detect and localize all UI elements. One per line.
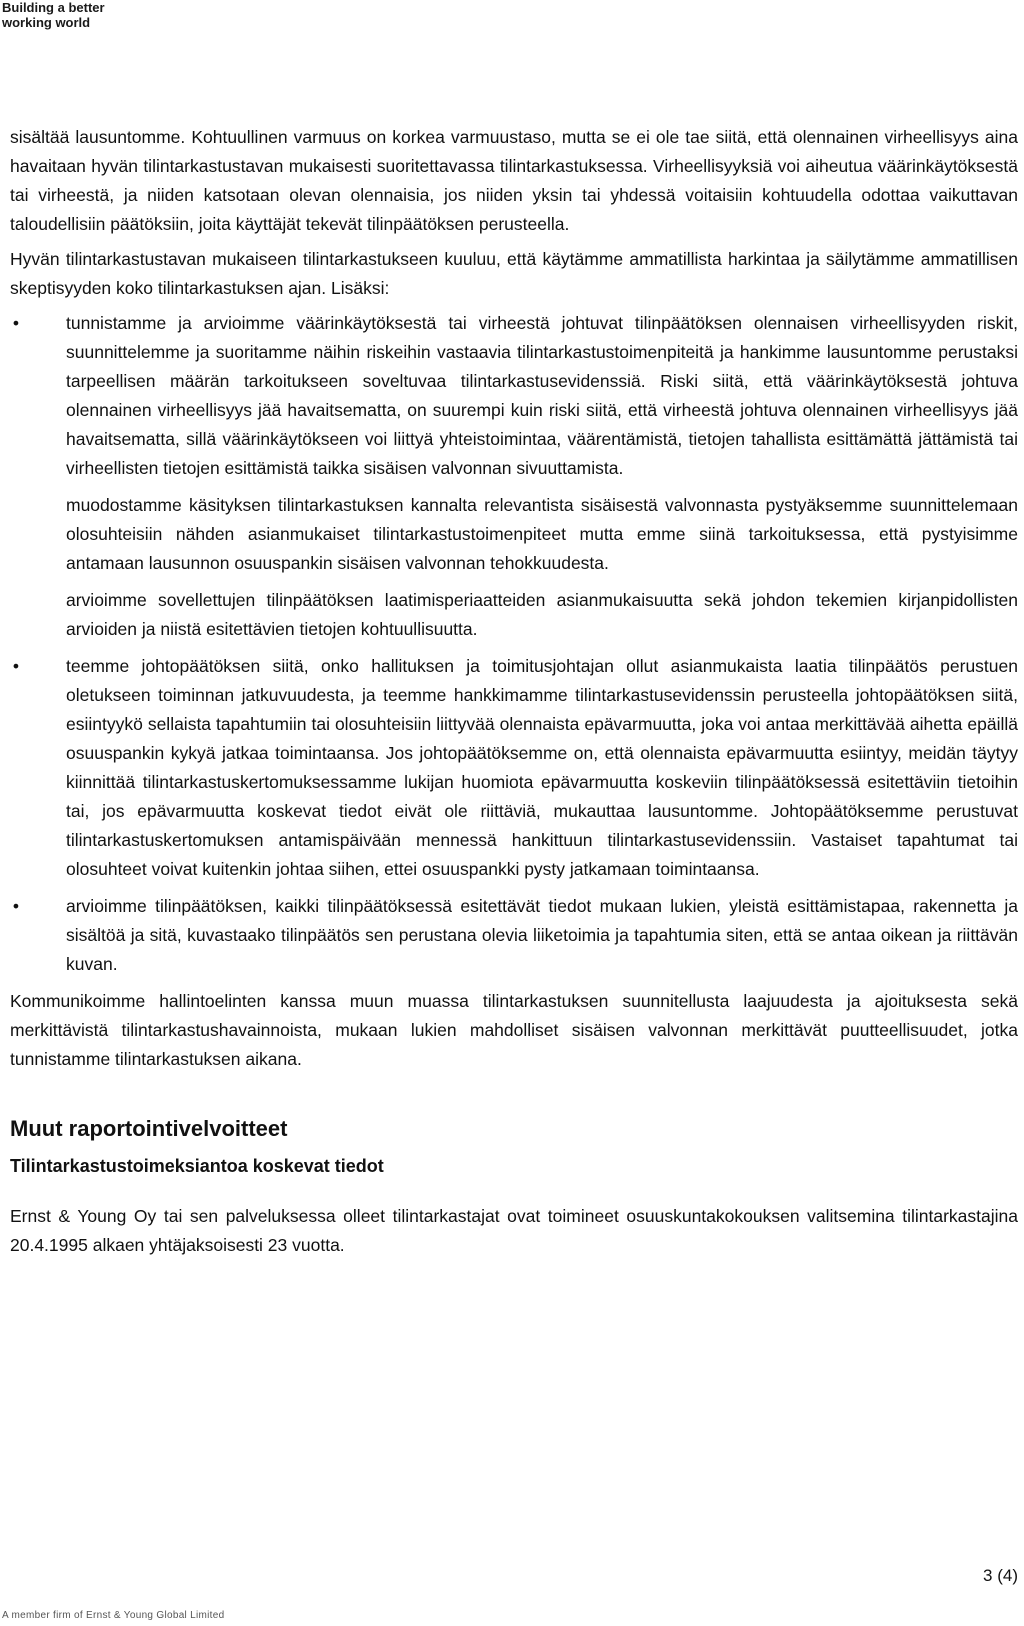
page-number: 3 (4)	[983, 1566, 1018, 1585]
paragraph-communication: Kommunikoimme hallintoelinten kanssa muun muassa tilintarkastuksen suunnitellusta laajuudesta ja ajoituksesta sekä merkittävistä tilintarkastushavainnoista, mukaan lukien mahdolliset sisäisen valvonnan merkittävät puutteellisuudet, jotka tunnistamme tilintarkastuksen aikana.	[10, 991, 1018, 1069]
paragraph-reasonable-assurance: sisältää lausuntomme. Kohtuullinen varmuus on korkea varmuustaso, mutta se ei ole tae siitä, että olennainen virheellisyys aina havaitaan hyvän tilintarkastustavan mukaisesti suoritettavassa tilintarkastuksessa. Virheellisyyksiä voi aiheutua väärinkäytöksestä tai virheestä, ja niiden katsotaan olevan olennaisia, jos niiden yksin tai yhdessä voitaisiin kohtuudella odottaa vaikuttavan taloudellisiin päätöksiin, joita käyttäjät tekevät tilinpäätöksen perusteella.	[10, 127, 1018, 234]
list-item	[10, 309, 1018, 483]
footer-note: A member firm of Ernst & Young Global Limited	[2, 1610, 225, 1621]
section-heading: Muut raportointivelvoitteet	[10, 1116, 288, 1141]
document-body	[10, 123, 1018, 1266]
list-item-text: tunnistamme ja arvioimme väärinkäytöksestä tai virheestä johtuvat tilinpäätöksen olennaisen virheellisyyden riskit, suunnittelemme ja suoritamme näihin riskeihin vastaavia tilintarkastustoimenpiteitä ja hankimme lausuntomme perustaksi tarpeellisen määrän tarkoitukseen soveltuvaa tilintarkastusevidenssiä. Riski siitä, että väärinkäytöksestä johtuva olennainen virheellisyys jää havaitsematta, on suurempi kuin riski siitä, että virheestä johtuva olennainen virheellisyys jää havaitsematta, sillä väärinkäytökseen voi liittyä yhteistoimintaa, väärentämistä, tietojen tahallista esittämättä jättämistä tai virheellisten tietojen esittämistä taikka sisäisen valvonnan sivuuttamista.	[66, 313, 1018, 478]
list-item	[10, 652, 1018, 884]
list-item-text: muodostamme käsityksen tilintarkastuksen kannalta relevantista sisäisestä valvonnasta pystyäksemme suunnittelemaan olosuhteisiin nähden asianmukaiset tilintarkastustoimenpiteet mutta emme siinä tarkoituksessa, että pystyisimme antamaan lausunnon osuuspankin sisäisen valvonnan tehokkuudesta.	[66, 495, 1018, 573]
list-item	[10, 491, 1018, 578]
list-item-text: teemme johtopäätöksen siitä, onko hallituksen ja toimitusjohtajan ollut asianmukaista laatia tilinpäätös perustuen oletukseen toiminnan jatkuvuudesta, ja teemme hankkimamme tilintarkastusevidenssin perusteella johtopäätöksen siitä, esiintyykö sellaista tapahtumiin tai olosuhteisiin liittyvää olennaista epävarmuutta, joka voi antaa merkittävää aihetta epäillä osuuspankin kykyä jatkaa toimintaansa. Jos johtopäätöksemme on, että olennaista epävarmuutta esiintyy, meidän täytyy kiinnittää tilintarkastuskertomuksessamme lukijan huomiota epävarmuutta koskeviin tilinpäätöksessä esitettäviin tietoihin tai, jos epävarmuutta koskevat tiedot eivät ole riittäviä, mukauttaa lausuntomme. Johtopäätöksemme perustuvat tilintarkastuskertomuksen antamispäivään mennessä hankittuun tilintarkastusevidenssiin. Vastaiset tapahtumat tai olosuhteet voivat kuitenkin johtaa siihen, ettei osuuspankki pysty jatkamaan toimintaansa.	[66, 656, 1018, 879]
bullet-icon: •	[12, 313, 20, 333]
list-item	[10, 892, 1018, 979]
company-logo-text	[2, 0, 105, 30]
logo-line-2: working world	[2, 15, 91, 30]
audit-procedures-list	[10, 309, 1018, 979]
sub-heading: Tilintarkastustoimeksiantoa koskevat tiedot	[10, 1156, 384, 1176]
logo-line-1: Building a better	[2, 0, 105, 15]
paragraph-audit-scope: Hyvän tilintarkastustavan mukaiseen tilintarkastukseen kuuluu, että käytämme ammatillista harkintaa ja säilytämme ammatillisen skeptisyyden koko tilintarkastuksen ajan. Lisäksi:	[10, 249, 1018, 298]
bullet-icon: •	[12, 656, 20, 676]
list-item-text: arvioimme tilinpäätöksen, kaikki tilinpäätöksessä esitettävät tiedot mukaan lukien, yleistä esittämistapaa, rakennetta ja sisältöä ja sitä, kuvastaako tilinpäätös sen perustana olevia liiketoimia ja tapahtumia siten, että se antaa oikean ja riittävän kuvan.	[66, 896, 1018, 974]
list-item-text: arvioimme sovellettujen tilinpäätöksen laatimisperiaatteiden asianmukaisuutta sekä johdon tekemien kirjanpidollisten arvioiden ja niistä esitettävien tietojen kohtuullisuutta.	[66, 590, 1018, 639]
bullet-icon: •	[12, 896, 20, 916]
list-item	[10, 586, 1018, 644]
paragraph-auditor-info: Ernst & Young Oy tai sen palveluksessa olleet tilintarkastajat ovat toimineet osuuskuntakokouksen valitsemina tilintarkastajina 20.4.1995 alkaen yhtäjaksoisesti 23 vuotta.	[10, 1206, 1018, 1255]
